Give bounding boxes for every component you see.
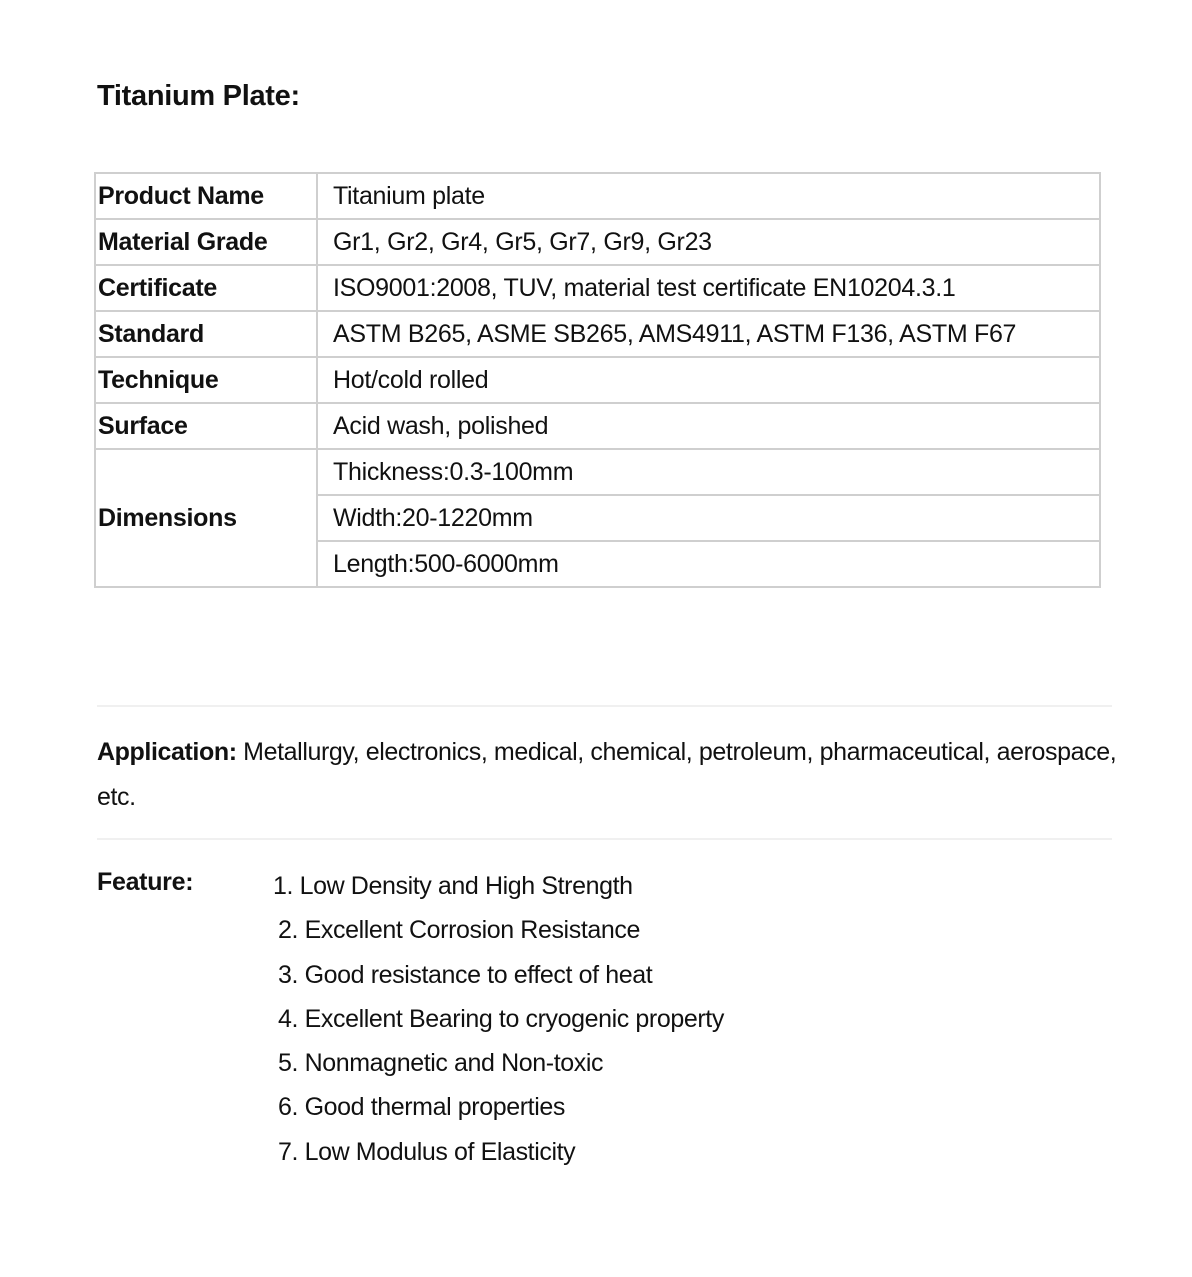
row-value: Titanium plate — [317, 173, 1100, 219]
divider — [97, 838, 1112, 840]
dimensions-label: Dimensions — [95, 449, 317, 587]
row-value: Hot/cold rolled — [317, 357, 1100, 403]
table-row — [95, 219, 1100, 265]
row-value: ASTM B265, ASME SB265, AMS4911, ASTM F136, ASTM F67 — [317, 311, 1100, 357]
feature-label: Feature: — [97, 868, 194, 896]
table-row — [95, 449, 1100, 495]
list-item: 6. Good thermal properties — [278, 1093, 565, 1122]
table-row — [95, 357, 1100, 403]
list-item: 1. Low Density and High Strength — [273, 872, 633, 900]
application-paragraph — [97, 730, 1117, 820]
table-row — [95, 265, 1100, 311]
row-value: Gr1, Gr2, Gr4, Gr5, Gr7, Gr9, Gr23 — [317, 219, 1100, 265]
table-row — [95, 173, 1100, 219]
divider — [97, 705, 1112, 707]
list-item: 7. Low Modulus of Elasticity — [278, 1137, 576, 1166]
table-row — [95, 311, 1100, 357]
list-item: 4. Excellent Bearing to cryogenic property — [278, 1004, 724, 1033]
application-text: Metallurgy, electronics, medical, chemical, petroleum, pharmaceutical, aerospace, etc. — [97, 738, 1117, 811]
list-item: 5. Nonmagnetic and Non-toxic — [278, 1049, 604, 1078]
feature-list — [273, 866, 724, 1176]
application-label: Application: — [97, 738, 237, 766]
row-value: Acid wash, polished — [317, 403, 1100, 449]
page-title: Titanium Plate: — [97, 80, 300, 112]
row-label: Standard — [95, 311, 317, 357]
row-label: Material Grade — [95, 219, 317, 265]
dimension-thickness: Thickness:0.3-100mm — [317, 449, 1100, 495]
row-label: Product Name — [95, 173, 317, 219]
row-label: Certificate — [95, 265, 317, 311]
row-label: Technique — [95, 357, 317, 403]
list-item: 3. Good resistance to effect of heat — [278, 960, 653, 989]
dimension-width: Width:20-1220mm — [317, 495, 1100, 541]
table-row — [95, 403, 1100, 449]
dimension-length: Length:500-6000mm — [317, 541, 1100, 587]
row-value: ISO9001:2008, TUV, material test certificate EN10204.3.1 — [317, 265, 1100, 311]
row-label: Surface — [95, 403, 317, 449]
spec-table — [94, 172, 1101, 588]
list-item: 2. Excellent Corrosion Resistance — [278, 916, 640, 945]
